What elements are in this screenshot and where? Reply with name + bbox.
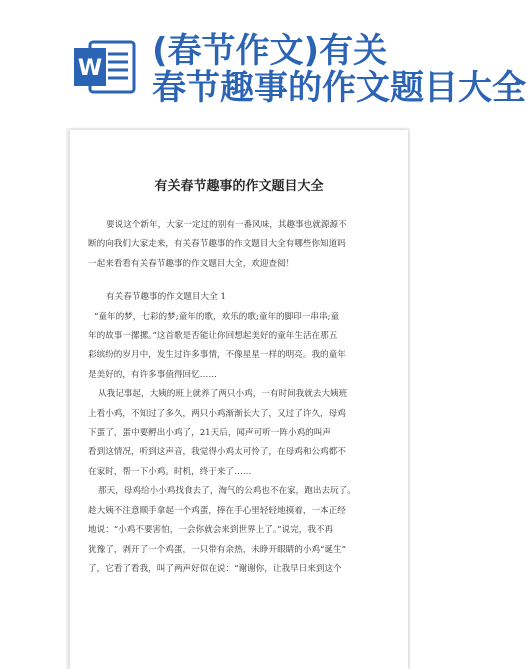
body-line: 彩缤纷的岁月中，发生过许多事情，不像星星一样的明亮。我的童年 [88, 350, 346, 361]
document-body [88, 216, 388, 579]
intro-line: 断的向我们大家走来，有关春节趣事的作文题目大全有哪些你知道吗 [88, 239, 346, 250]
story-paragraph-3 [88, 482, 388, 579]
intro-line: 要说这个新年，大家一定过的别有一番风味，其趣事也就源源不 [106, 220, 347, 230]
body-line: 下蛋了，蛋中要孵出小鸡了，21天后，闻声可听一阵小鸡的叫声 [88, 428, 331, 439]
body-line: “童年的梦，七彩的梦;童年的歌，欢乐的歌;童年的脚印一串串;童 [94, 311, 340, 322]
intro-line: 一起来看看有关春节趣事的作文题目大全，欢迎查阅！ [88, 258, 295, 269]
body-line: 犹豫了，剥开了一个鸡蛋，一只带有余热，未睁开眼睛的小鸡“诞生” [88, 544, 347, 555]
banner-title-line-2: 春节趣事的作文题目大全 [152, 68, 526, 108]
svg-text:W: W [77, 56, 103, 81]
banner-title [152, 31, 526, 108]
body-line: 是美好的，有许多事值得回忆…… [88, 369, 217, 380]
document-title: 有关春节趣事的作文题目大全 [154, 179, 324, 194]
story-paragraph-2 [88, 385, 388, 482]
body-line: 从我记事起，大姨的班上就养了两只小鸡，一有时间我就去大姨班 [98, 389, 348, 400]
body-line: 年的故事一摞摞。”这首歌是否能让你回想起美好的童年生活在那五 [88, 331, 338, 342]
header-banner [0, 0, 526, 125]
body-line: 上看小鸡，不知过了多久，两只小鸡渐渐长大了，又过了许久，母鸡 [88, 408, 346, 419]
body-line: 在家时，帮一下小鸡。时机，终于来了…… [88, 466, 252, 477]
word-document-icon [74, 38, 136, 96]
body-line: 趁大姨不注意顺手拿起一个鸡蛋，捧在手心里轻轻地摸着，一本正经 [88, 505, 346, 516]
story-paragraph-1 [88, 308, 388, 386]
body-line: 看到这情况，听到这声音，我觉得小鸡太可怜了，在母鸡和公鸡都不 [88, 447, 346, 458]
banner-title-line-1: (春节作文)有关 [152, 31, 388, 71]
body-line: 地说：“小鸡不要害怕，一会你就会来到世界上了。”说完，我不再 [88, 525, 334, 536]
body-line: 那天，母鸡给小小鸡找食去了，淘气的公鸡也不在家，跑出去玩了。 [98, 486, 356, 497]
section-heading-text: 有关春节趣事的作文题目大全 1 [106, 292, 226, 303]
document-page [70, 130, 408, 669]
section-heading [88, 288, 388, 307]
intro-paragraph [88, 216, 388, 274]
body-line: 了，它看了看我，叫了两声好似在说：“谢谢你，让我早日来到这个 [88, 563, 342, 574]
